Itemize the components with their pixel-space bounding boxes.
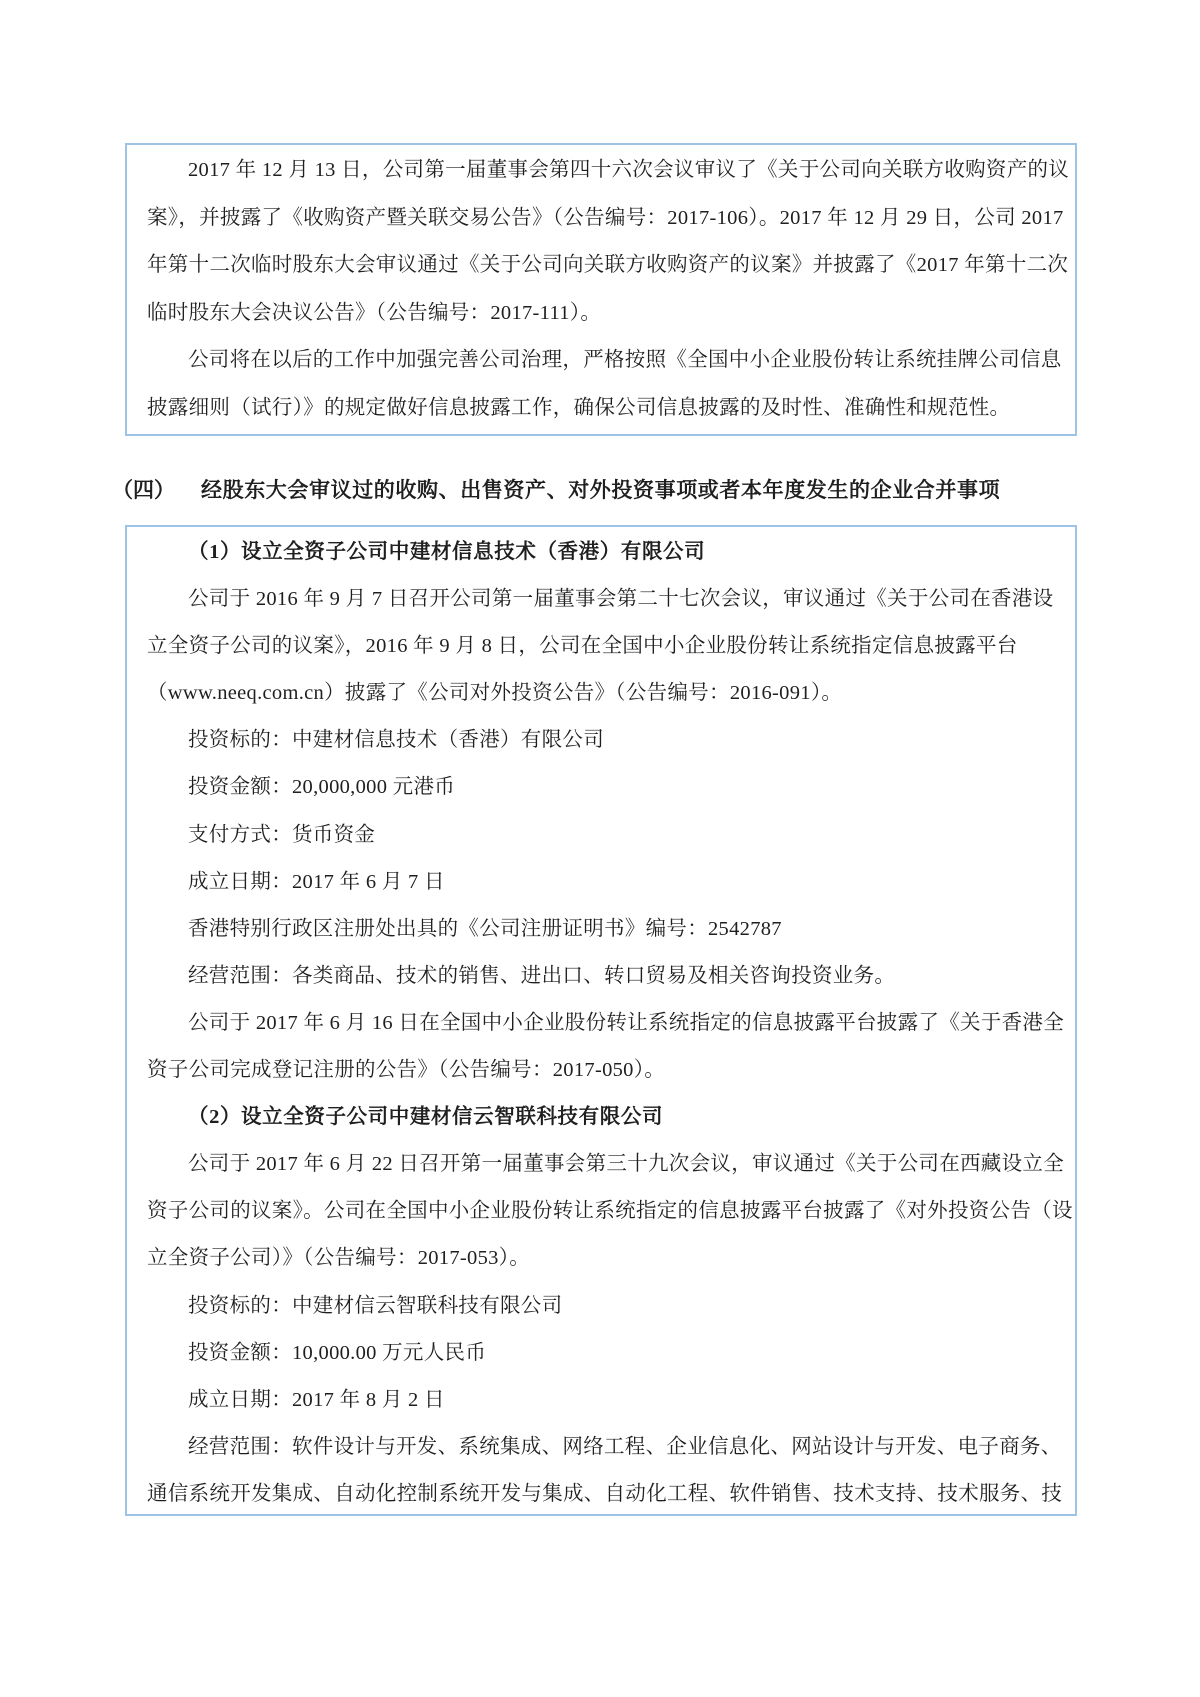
text-line: （www.neeq.com.cn）披露了《公司对外投资公告》（公告编号：2016-091）。 <box>147 682 843 705</box>
text-line: 立全资子公司）》（公告编号：2017-053）。 <box>147 1247 531 1270</box>
text-line: 支付方式：货币资金 <box>188 823 376 846</box>
text-line: 资子公司的议案》。公司在全国中小企业股份转让系统指定的信息披露平台披露了《对外投资公告（设 <box>147 1200 1073 1223</box>
text-line: 公司于 2017 年 6 月 16 日在全国中小企业股份转让系统指定的信息披露平台披露了《关于香港全 <box>188 1011 1064 1034</box>
text-line: （1）设立全资子公司中建材信息技术（香港）有限公司 <box>188 541 706 563</box>
text-line: 立全资子公司的议案》，2016 年 9 月 8 日，公司在全国中小企业股份转让系统指定信息披露平台 <box>147 635 1018 658</box>
text-line: 投资金额：10,000.00 万元人民币 <box>188 1341 487 1364</box>
text-line: 案》，并披露了《收购资产暨关联交易公告》（公告编号：2017-106）。2017 年 12 月 29 日，公司 2017 <box>147 206 1064 229</box>
text-line: 公司于 2016 年 9 月 7 日召开公司第一届董事会第二十七次会议，审议通过《关于公司在香港设 <box>188 588 1054 611</box>
text-line: 通信系统开发集成、自动化控制系统开发与集成、自动化工程、软件销售、技术支持、技术服务、技 <box>147 1482 1063 1505</box>
text-line: 临时股东大会决议公告》（公告编号：2017-111）。 <box>147 301 602 324</box>
text-line: 经营范围：软件设计与开发、系统集成、网络工程、企业信息化、网站设计与开发、电子商务、 <box>188 1435 1062 1458</box>
section-number: （四） <box>112 478 175 502</box>
text-line: 资子公司完成登记注册的公告》（公告编号：2017-050）。 <box>147 1059 666 1082</box>
text-line: 成立日期：2017 年 8 月 2 日 <box>188 1388 445 1411</box>
bordered-text-box-investments <box>125 525 1077 1516</box>
text-line: 公司将在以后的工作中加强完善公司治理，严格按照《全国中小企业股份转让系统挂牌公司信息 <box>188 349 1062 372</box>
text-line: 成立日期：2017 年 6 月 7 日 <box>188 870 445 893</box>
text-line: 公司于 2017 年 6 月 22 日召开第一届董事会第三十九次会议，审议通过《关于公司在西藏设立全 <box>188 1153 1064 1176</box>
text-line: 2017 年 12 月 13 日，公司第一届董事会第四十六次会议审议了《关于公司向关联方收购资产的议 <box>188 159 1070 181</box>
section-heading <box>112 467 1082 514</box>
bordered-text-box-governance <box>125 143 1077 436</box>
section-title: 经股东大会审议过的收购、出售资产、对外投资事项或者本年度发生的企业合并事项 <box>201 478 1001 502</box>
text-line: 投资标的：中建材信息技术（香港）有限公司 <box>188 729 604 752</box>
text-line: （2）设立全资子公司中建材信云智联科技有限公司 <box>188 1106 664 1129</box>
text-line: 年第十二次临时股东大会审议通过《关于公司向关联方收购资产的议案》并披露了《2017 年第十二次 <box>147 254 1069 277</box>
text-line: 投资标的：中建材信云智联科技有限公司 <box>188 1294 563 1317</box>
text-line: 香港特别行政区注册处出具的《公司注册证明书》编号：2542787 <box>188 917 782 940</box>
text-line: 经营范围：各类商品、技术的销售、进出口、转口贸易及相关咨询投资业务。 <box>188 964 896 987</box>
text-line: 投资金额：20,000,000 元港币 <box>188 776 456 799</box>
text-line: 披露细则（试行）》的规定做好信息披露工作，确保公司信息披露的及时性、准确性和规范性。 <box>147 396 1011 419</box>
